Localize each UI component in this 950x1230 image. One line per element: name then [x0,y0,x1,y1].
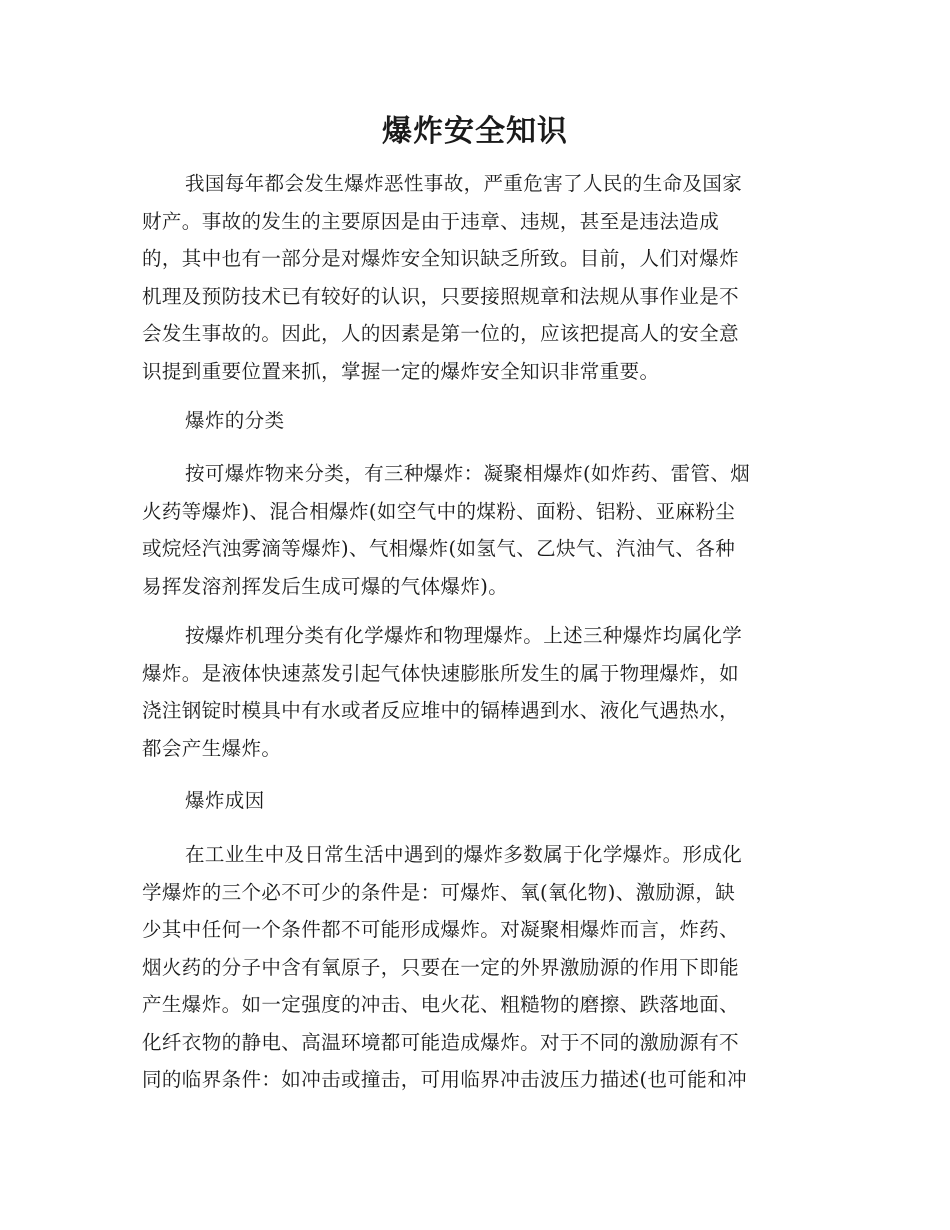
text-line: 烟火药的分子中含有氧原子，只要在一定的外界激励源的作用下即能 [142,955,740,979]
heading-text: 爆炸成因 [185,789,265,812]
section-heading-causes [142,782,807,820]
text-line: 在工业生中及日常生活中遇到的爆炸多数属于化学爆炸。形成化 [185,843,743,866]
text-line: 财产。事故的发生的主要原因是由于违章、违规，甚至是违法造成 [142,209,720,233]
heading-text: 爆炸的分类 [185,409,285,432]
text-line: 按爆炸机理分类有化学爆炸和物理爆炸。上述三种爆炸均属化学 [185,624,743,647]
text-line: 少其中任何一个条件都不可能形成爆炸。对凝聚相爆炸而言，炸药、 [142,918,740,941]
text-line: 产生爆炸。如一定强度的冲击、电火花、粗糙物的磨擦、跌落地面、 [142,993,740,1016]
text-line: 化纤衣物的静电、高温环境都可能造成爆炸。对于不同的激励源有不 [142,1030,740,1054]
text-line: 都会产生爆炸。 [142,736,282,760]
text-line: 机理及预防技术已有较好的认识，只要接照规章和法规从事作业是不 [142,284,740,308]
paragraph-causes [142,836,807,1099]
text-line: 爆炸。是液体快速蒸发引起气体快速膨胀所发生的属于物理爆炸，如 [142,661,740,685]
text-line: 同的临界条件：如冲击或撞击，可用临界冲击波压力描述(也可能和冲 [142,1068,748,1091]
text-line: 的，其中也有一部分是对爆炸安全知识缺乏所致。目前，人们对爆炸 [142,247,740,270]
paragraph-classification-mechanism [142,617,807,767]
paragraph-intro [142,165,807,390]
text-line: 浇注钢锭时模具中有水或者反应堆中的镉棒遇到水、液化气遇热水， [142,699,740,722]
text-line: 火药等爆炸)、混合相爆炸(如空气中的煤粉、面粉、铝粉、亚麻粉尘 [142,499,736,523]
paragraph-classification-types [142,455,807,605]
text-line: 按可爆炸物来分类，有三种爆炸：凝聚相爆炸(如炸药、雷管、烟 [185,462,751,485]
text-line: 学爆炸的三个必不可少的条件是：可爆炸、氧(氧化物)、激励源，缺 [142,880,736,904]
text-line: 易挥发溶剂挥发后生成可爆的气体爆炸)。 [142,574,509,598]
document-title: 爆炸安全知识 [382,114,568,149]
text-line: 会发生事故的。因此，人的因素是第一位的，应该把提高人的安全意 [142,322,740,345]
text-line: 或烷烃汽浊雾滴等爆炸)、气相爆炸(如氢气、乙炔气、汽油气、各种 [142,537,736,560]
text-line: 我国每年都会发生爆炸恶性事故，严重危害了人民的生命及国家 [185,172,743,195]
text-line: 识提到重要位置来抓，掌握一定的爆炸安全知识非常重要。 [142,359,660,383]
section-heading-classification [142,402,807,440]
